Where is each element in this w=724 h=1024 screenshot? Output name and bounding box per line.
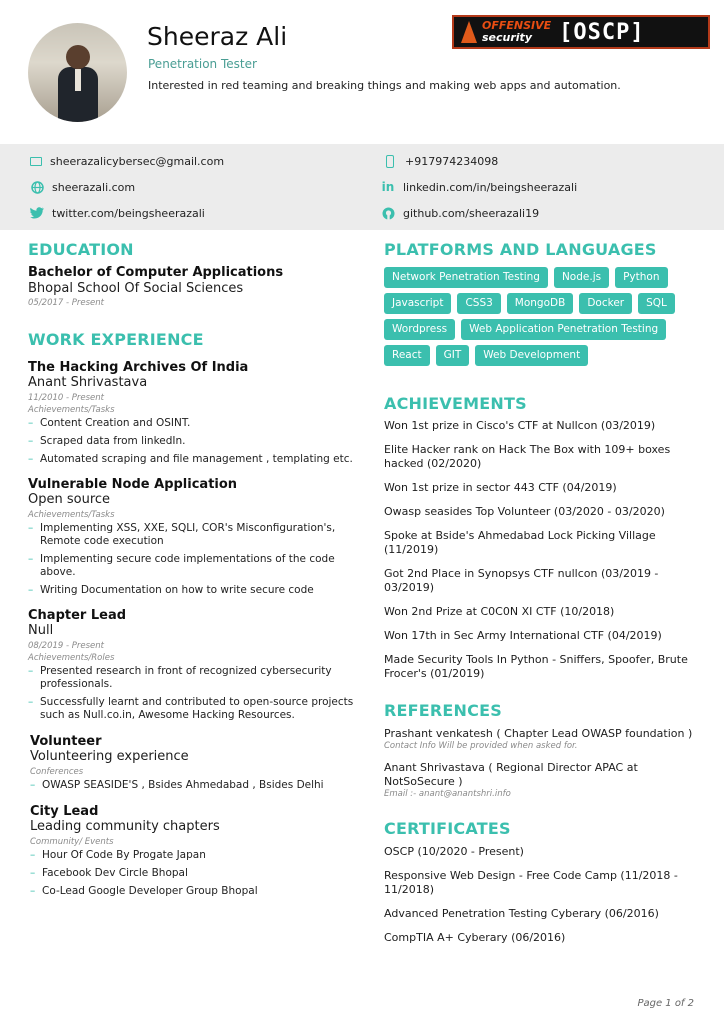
- achievement-item: Won 17th in Sec Army International CTF (04/2019): [384, 629, 662, 642]
- job-dates: 11/2010 - Present: [28, 393, 105, 403]
- page-number: Page 1 of 2: [637, 998, 694, 1009]
- job-org: Leading community chapters: [30, 819, 220, 834]
- flame-icon: [458, 19, 480, 45]
- list-item: – Content Creation and OSINT.: [28, 417, 358, 430]
- work-heading: WORK EXPERIENCE: [28, 330, 204, 349]
- achievement-item: Won 2nd Prize at C0C0N XI CTF (10/2018): [384, 605, 615, 618]
- skill-tag: Node.js: [554, 267, 609, 288]
- job-label: Achievements/Tasks: [28, 405, 115, 415]
- job-dates: 08/2019 - Present: [28, 641, 105, 651]
- job-title: The Hacking Archives Of India: [28, 360, 249, 375]
- skill-tag: Network Penetration Testing: [384, 267, 548, 288]
- achievement-item: Made Security Tools In Python - Sniffers, Spoofer, Brute Frocer's (01/2019): [384, 653, 688, 680]
- skill-tag: Web Development: [475, 345, 588, 366]
- certificates-heading: CERTIFICATES: [384, 819, 511, 838]
- contact-phone-text: +917974234098: [405, 154, 499, 168]
- achievement-item: Owasp seasides Top Volunteer (03/2020 - 03/2020): [384, 505, 665, 518]
- skill-tag: Python: [615, 267, 667, 288]
- platforms-heading: PLATFORMS AND LANGUAGES: [384, 240, 657, 259]
- education-heading: EDUCATION: [28, 240, 134, 259]
- reference-note: Email :- anant@anantshri.info: [384, 789, 511, 799]
- list-item: – Automated scraping and file management , templating etc.: [28, 453, 358, 466]
- list-item: – Hour Of Code By Progate Japan: [30, 849, 358, 862]
- job-title: Chapter Lead: [28, 608, 127, 623]
- contact-bar: [0, 144, 724, 230]
- list-item: – Writing Documentation on how to write secure code: [28, 584, 358, 597]
- contact-email-text: sheerazalicybersec@gmail.com: [50, 154, 225, 168]
- reference-note: Contact Info Will be provided when asked for.: [384, 741, 578, 751]
- job-entry: [30, 804, 358, 898]
- certificate-item: OSCP (10/2020 - Present): [384, 845, 524, 858]
- list-item: – Successfully learnt and contributed to open-source projects such as Null.co.in, Awesome Hacking Resources.: [28, 696, 358, 722]
- job-label: Conferences: [30, 767, 84, 777]
- candidate-summary: Interested in red teaming and breaking things and making web apps and automation.: [148, 79, 621, 92]
- skill-tag: SQL: [638, 293, 675, 314]
- linkedin-icon: in: [381, 180, 395, 194]
- logo-word-oscp: [OSCP]: [559, 19, 645, 45]
- avatar: [28, 23, 127, 122]
- job-entry: [28, 608, 358, 722]
- achievement-item: Elite Hacker rank on Hack The Box with 109+ boxes hacked (02/2020): [384, 443, 671, 470]
- education-dates: 05/2017 - Present: [28, 298, 105, 308]
- contact-twitter-text: twitter.com/beingsheerazali: [52, 206, 205, 220]
- contact-phone[interactable]: [383, 153, 498, 169]
- skill-tag: Javascript: [384, 293, 451, 314]
- contact-github-text: github.com/sheerazali19: [403, 206, 540, 220]
- skill-tag: GIT: [436, 345, 470, 366]
- job-org: Volunteering experience: [30, 749, 189, 764]
- job-bullets: [28, 665, 358, 722]
- avatar-shirt: [75, 69, 81, 91]
- github-icon: [381, 206, 395, 220]
- job-entry: [30, 734, 358, 792]
- certificates-list: [384, 845, 704, 945]
- logo-words: [482, 20, 551, 44]
- reference-name: Anant Shrivastava ( Regional Director APAC at NotSoSecure ): [384, 761, 638, 788]
- education-school: Bhopal School Of Social Sciences: [28, 281, 244, 296]
- certificate-item: Advanced Penetration Testing Cyberary (06/2016): [384, 907, 659, 920]
- achievement-item: Spoke at Bside's Ahmedabad Lock Picking Village (11/2019): [384, 529, 656, 556]
- achievements-heading: ACHIEVEMENTS: [384, 394, 527, 413]
- skill-tag: Web Application Penetration Testing: [461, 319, 666, 340]
- list-item: – Co-Lead Google Developer Group Bhopal: [30, 885, 358, 898]
- skill-tag: CSS3: [457, 293, 500, 314]
- globe-icon: [30, 180, 44, 194]
- oscp-logo: [452, 15, 710, 49]
- contact-twitter[interactable]: [30, 205, 205, 221]
- contact-email[interactable]: [30, 153, 224, 169]
- list-item: – Presented research in front of recognized cybersecurity professionals.: [28, 665, 358, 691]
- skill-tag: MongoDB: [507, 293, 574, 314]
- references-list: [384, 727, 704, 799]
- job-label: Achievements/Tasks: [28, 510, 115, 520]
- skill-tags: [384, 267, 704, 371]
- achievement-item: Got 2nd Place in Synopsys CTF nullcon (03/2019 - 03/2019): [384, 567, 659, 594]
- resume-header: [0, 0, 724, 140]
- job-bullets: [30, 849, 358, 898]
- job-title: Vulnerable Node Application: [28, 477, 238, 492]
- achievements-list: [384, 419, 704, 681]
- certificate-item: Responsive Web Design - Free Code Camp (11/2018 - 11/2018): [384, 869, 678, 896]
- skill-tag: React: [384, 345, 430, 366]
- contact-linkedin-text: linkedin.com/in/beingsheerazali: [403, 180, 578, 194]
- logo-word-offensive: OFFENSIVE: [482, 19, 552, 32]
- job-org: Anant Shrivastava: [28, 375, 148, 390]
- job-entry: [28, 477, 358, 597]
- job-title: Volunteer: [30, 734, 102, 749]
- contact-website-text: sheerazali.com: [52, 180, 136, 194]
- job-label: Community/ Events: [30, 837, 114, 847]
- logo-word-security: security: [482, 31, 532, 44]
- list-item: – Implementing XSS, XXE, SQLI, COR's Misconfiguration's, Remote code execution: [28, 522, 358, 548]
- twitter-icon: [30, 206, 44, 220]
- job-org: Null: [28, 623, 54, 638]
- job-bullets: [28, 417, 358, 466]
- achievement-item: Won 1st prize in sector 443 CTF (04/2019): [384, 481, 617, 494]
- skill-tag: Wordpress: [384, 319, 455, 340]
- contact-linkedin[interactable]: [381, 179, 577, 195]
- job-label: Achievements/Roles: [28, 653, 115, 663]
- references-heading: REFERENCES: [384, 701, 502, 720]
- email-icon: [30, 157, 42, 166]
- job-bullets: [28, 522, 358, 597]
- achievement-item: Won 1st prize in Cisco's CTF at Nullcon (03/2019): [384, 419, 656, 432]
- right-column: [384, 240, 704, 945]
- phone-icon: [386, 155, 394, 168]
- left-column: [28, 240, 358, 898]
- list-item: – Implementing secure code implementations of the code above.: [28, 553, 358, 579]
- job-org: Open source: [28, 492, 111, 507]
- list-item: – Scraped data from linkedIn.: [28, 435, 358, 448]
- list-item: – Facebook Dev Circle Bhopal: [30, 867, 358, 880]
- job-entry: [28, 360, 358, 466]
- certificate-item: CompTIA A+ Cyberary (06/2016): [384, 931, 566, 944]
- skill-tag: Docker: [579, 293, 632, 314]
- reference-name: Prashant venkatesh ( Chapter Lead OWASP foundation ): [384, 727, 693, 740]
- education-degree: Bachelor of Computer Applications: [28, 265, 284, 280]
- avatar-head: [66, 45, 90, 69]
- list-item: – OWASP SEASIDE'S , Bsides Ahmedabad , Bsides Delhi: [30, 779, 358, 792]
- contact-github[interactable]: [381, 205, 539, 221]
- contact-website[interactable]: [30, 179, 135, 195]
- job-title: City Lead: [30, 804, 99, 819]
- candidate-name: Sheeraz Ali: [147, 22, 288, 51]
- job-bullets: [30, 779, 358, 792]
- candidate-role: Penetration Tester: [148, 57, 257, 71]
